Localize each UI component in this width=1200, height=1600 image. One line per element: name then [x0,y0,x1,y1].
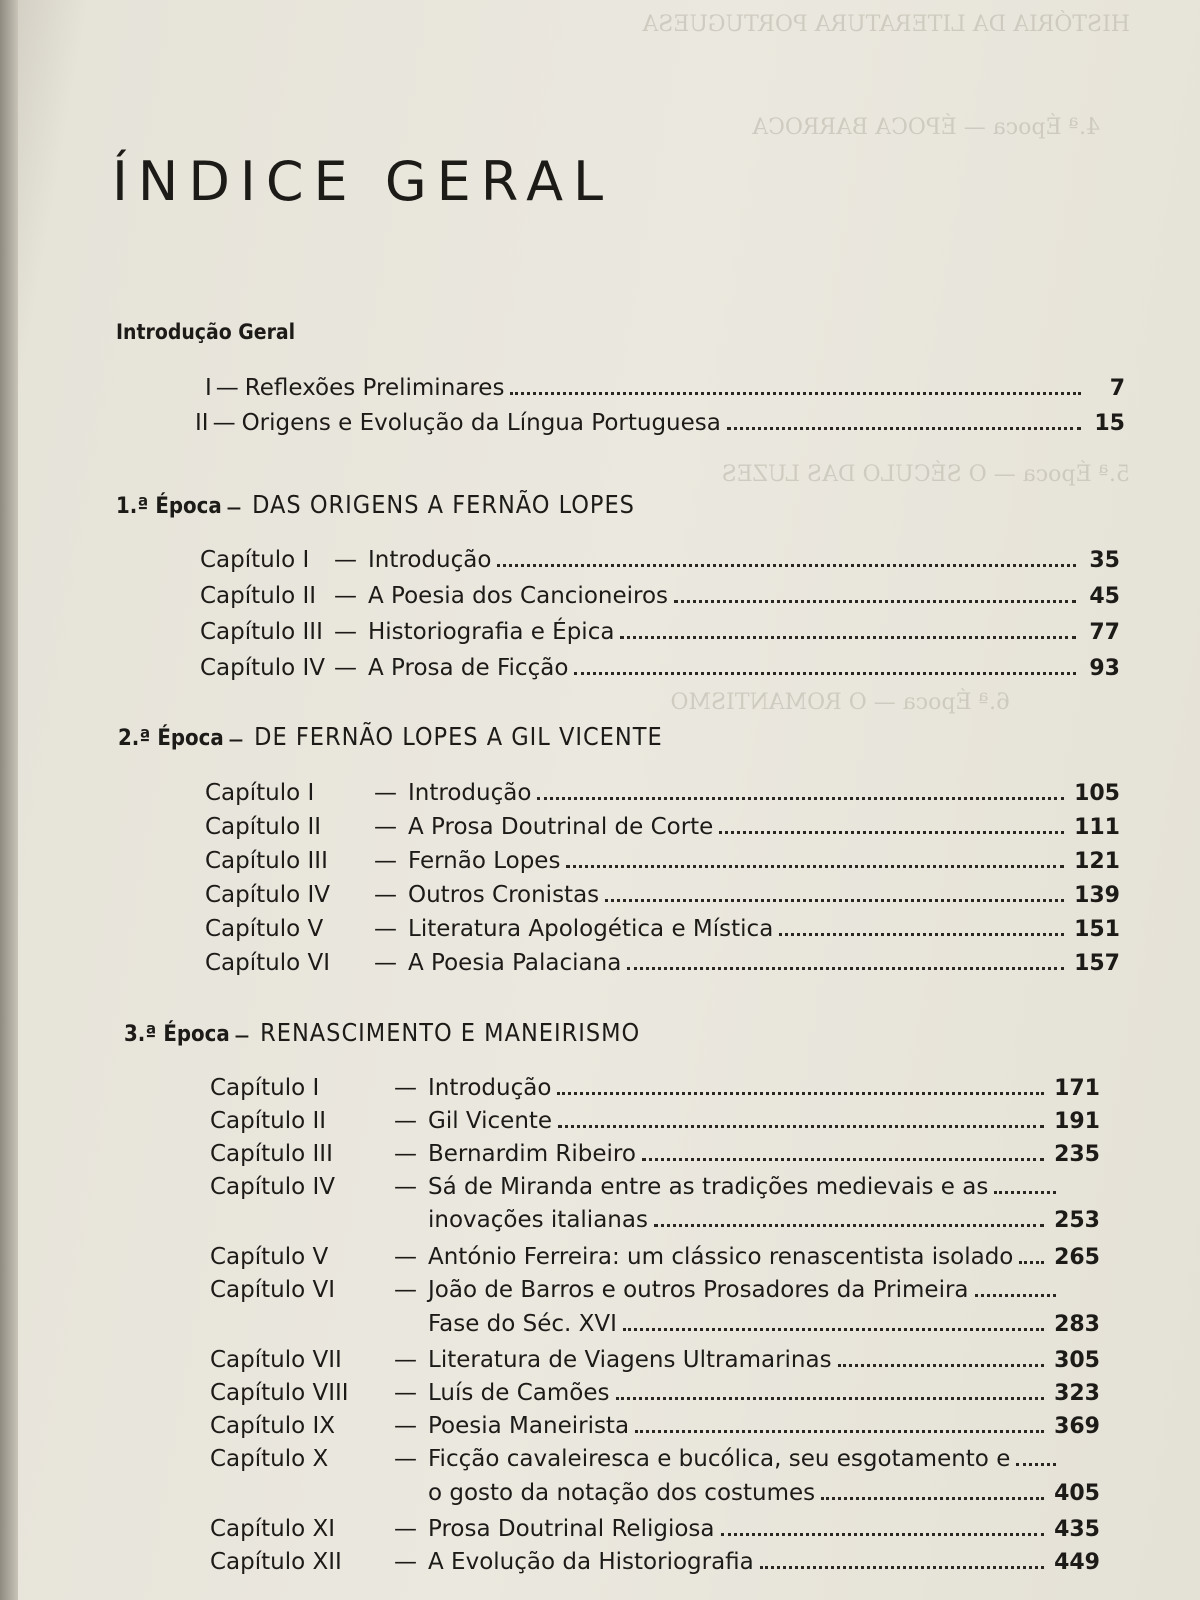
chapter-number: Capítulo XII [210,1549,342,1575]
toc-row-continuation[interactable] [210,1207,1100,1233]
toc-row[interactable]: Capítulo III — Fernão Lopes 121 [205,848,1120,874]
chapter-title: Introdução [428,1075,552,1101]
chapter-number: Capítulo V [205,916,324,942]
bleed-running-head: HISTÓRIA DA LITERATURA PORTUGUESA [642,12,1130,37]
chapter-title: Ficção cavaleiresca e bucólica, seu esgotamento e [428,1446,1011,1472]
page-number: 449 [1054,1550,1100,1575]
toc-row[interactable]: Capítulo I — Introdução 105 [205,780,1120,806]
leader-dots [994,1191,1056,1194]
chapter-title: Gil Vicente [428,1108,553,1134]
page-number: 105 [1074,781,1120,806]
toc-row[interactable]: I — Reflexões Preliminares 7 [205,375,1125,401]
page-number: 7 [1109,376,1125,401]
chapter-title: Introdução [408,780,532,806]
page-number: 111 [1074,815,1120,840]
chapter-title: António Ferreira: um clássico renascentista isolado [428,1244,1014,1270]
book-spine [0,0,18,1600]
page-number: 305 [1054,1348,1100,1373]
chapter-title: Literatura Apologética e Mística [408,916,774,942]
chapter-title: A Prosa de Ficção [368,655,569,681]
toc-row[interactable]: Capítulo XI — Prosa Doutrinal Religiosa 435 [210,1516,1100,1542]
toc-row[interactable]: Capítulo VI — João de Barros e outros Prosadores da Primeira [210,1277,1100,1303]
chapter-title: A Evolução da Historiografia [428,1549,754,1575]
leader-dots [623,1328,1044,1331]
leader-dots [620,636,1076,639]
toc-row[interactable]: Capítulo VI — A Poesia Palaciana 157 [205,950,1120,976]
chapter-title: A Poesia dos Cancioneiros [368,583,669,609]
chapter-number: Capítulo I [200,547,310,573]
leader-dots [1016,1463,1056,1466]
toc-row-continuation[interactable] [210,1480,1100,1506]
leader-dots [558,1125,1044,1128]
leader-dots [605,899,1064,902]
chapter-number: Capítulo IV [205,882,331,908]
chapter-number: Capítulo IV [200,655,326,681]
chapter-title: inovações italianas [428,1207,648,1233]
chapter-title: o gosto da notação dos costumes [428,1480,816,1506]
chapter-number: Capítulo XI [210,1516,336,1542]
leader-dots [635,1430,1044,1433]
chapter-number: Capítulo V [210,1244,329,1270]
leader-dots [727,427,1081,430]
leader-dots [616,1397,1045,1400]
introducao-geral-heading: Introdução Geral [116,320,296,344]
leader-dots [497,564,1076,567]
page-number: 157 [1074,951,1120,976]
chapter-number: Capítulo III [210,1141,333,1167]
epoca-2-heading: 2.ª Época — DE FERNÃO LOPES A GIL VICENTE [118,722,663,751]
toc-row[interactable]: Capítulo XII — A Evolução da Historiografia 449 [210,1549,1100,1575]
chapter-title: Poesia Maneirista [428,1413,630,1439]
toc-row[interactable]: Capítulo IV — Sá de Miranda entre as tradições medievais e as [210,1174,1100,1200]
leader-dots [510,392,1081,395]
page-number: 253 [1054,1208,1100,1233]
chapter-number: Capítulo I [210,1075,320,1101]
chapter-number: Capítulo I [205,780,315,806]
toc-row[interactable]: Capítulo X — Ficção cavaleiresca e bucólica, seu esgotamento e [210,1446,1100,1472]
toc-row-continuation[interactable] [210,1311,1100,1337]
toc-number: I [205,375,212,401]
chapter-title: A Poesia Palaciana [408,950,622,976]
leader-dots [642,1158,1044,1161]
leader-dots [719,831,1064,834]
page-number: 191 [1054,1109,1100,1134]
chapter-number: Capítulo II [210,1108,327,1134]
page-number: 283 [1054,1312,1100,1337]
leader-dots [760,1566,1044,1569]
chapter-number: Capítulo VII [210,1347,342,1373]
toc-row[interactable]: Capítulo III — Bernardim Ribeiro 235 [210,1141,1100,1167]
page-number: 45 [1089,584,1120,609]
chapter-title: Historiografia e Épica [368,619,615,645]
page-number: 265 [1054,1245,1100,1270]
toc-label: Origens e Evolução da Língua Portuguesa [241,410,721,436]
leader-dots [574,672,1076,675]
chapter-title: A Prosa Doutrinal de Corte [408,814,714,840]
leader-dots [975,1294,1056,1297]
page-number: 139 [1074,883,1120,908]
chapter-number: Capítulo VI [205,950,331,976]
chapter-title: Outros Cronistas [408,882,600,908]
epoca-name: DAS ORIGENS A FERNÃO LOPES [252,490,635,519]
chapter-title: Fernão Lopes [408,848,561,874]
page-number: 405 [1054,1481,1100,1506]
chapter-number: Capítulo IV [210,1174,336,1200]
epoca-name: RENASCIMENTO E MANEIRISMO [260,1018,641,1047]
toc-row[interactable]: Capítulo V — António Ferreira: um clássico renascentista isolado 265 [210,1244,1100,1270]
page-number: 235 [1054,1142,1100,1167]
page-number: 369 [1054,1414,1100,1439]
toc-row[interactable]: Capítulo I — Introdução 35 [200,547,1120,573]
page-number: 15 [1094,411,1125,436]
toc-row[interactable]: Capítulo II — Gil Vicente 191 [210,1108,1100,1134]
bleed-section-6: 6.ª Época — O ROMANTISMO [670,690,1010,715]
toc-label: Reflexões Preliminares [244,375,505,401]
chapter-title: Introdução [368,547,492,573]
chapter-number: Capítulo II [200,583,317,609]
toc-row[interactable]: Capítulo III — Historiografia e Épica 77 [200,619,1120,645]
epoca-number: 1.ª Época [116,494,222,519]
toc-number: II [195,410,209,436]
epoca-number: 2.ª Época [118,726,224,751]
leader-dots [627,967,1064,970]
leader-dots [557,1092,1044,1095]
epoca-3-heading: 3.ª Época — RENASCIMENTO E MANEIRISMO [124,1018,641,1047]
epoca-number: 3.ª Época [124,1022,230,1047]
chapter-title: Prosa Doutrinal Religiosa [428,1516,715,1542]
page-number: 171 [1054,1076,1100,1101]
bleed-section-4: 4.ª Época — ÉPOCA BARROCA [752,115,1100,140]
toc-row[interactable]: Capítulo V — Literatura Apologética e Mística 151 [205,916,1120,942]
chapter-number: Capítulo VI [210,1277,336,1303]
toc-row[interactable]: Capítulo II — A Prosa Doutrinal de Corte 111 [205,814,1120,840]
bleed-section-5: 5.ª Época — O SÉCULO DAS LUZES [721,462,1130,487]
chapter-number: Capítulo II [205,814,322,840]
chapter-title: Bernardim Ribeiro [428,1141,636,1167]
page-number: 35 [1089,548,1120,573]
page-number: 77 [1089,620,1120,645]
leader-dots [566,865,1064,868]
page-number: 121 [1074,849,1120,874]
leader-dots [821,1497,1044,1500]
chapter-number: Capítulo IX [210,1413,336,1439]
toc-row[interactable]: Capítulo VIII — Luís de Camões 323 [210,1380,1100,1406]
epoca-1-heading: 1.ª Época — DAS ORIGENS A FERNÃO LOPES [116,490,635,519]
leader-dots [838,1364,1044,1367]
page-number: 435 [1054,1517,1100,1542]
leader-dots [674,600,1076,603]
toc-row[interactable]: Capítulo VII — Literatura de Viagens Ultramarinas 305 [210,1347,1100,1373]
chapter-number: Capítulo X [210,1446,329,1472]
leader-dots [1019,1261,1044,1264]
chapter-number: Capítulo VIII [210,1380,349,1406]
toc-row[interactable]: Capítulo IV — A Prosa de Ficção 93 [200,655,1120,681]
toc-row[interactable]: Capítulo IX — Poesia Maneirista 369 [210,1413,1100,1439]
page-number: 151 [1074,917,1120,942]
chapter-title: Sá de Miranda entre as tradições medievais e as [428,1174,989,1200]
leader-dots [779,933,1064,936]
chapter-title: Literatura de Viagens Ultramarinas [428,1347,832,1373]
toc-row[interactable]: Capítulo II — A Poesia dos Cancioneiros 45 [200,583,1120,609]
toc-row[interactable]: Capítulo I — Introdução 171 [210,1075,1100,1101]
page-number: 323 [1054,1381,1100,1406]
chapter-number: Capítulo III [205,848,328,874]
leader-dots [654,1224,1044,1227]
leader-dots [721,1533,1045,1536]
toc-row[interactable]: Capítulo IV — Outros Cronistas 139 [205,882,1120,908]
chapter-title: Luís de Camões [428,1380,610,1406]
page-number: 93 [1089,656,1120,681]
epoca-name: DE FERNÃO LOPES A GIL VICENTE [254,722,663,751]
chapter-number: Capítulo III [200,619,323,645]
page-title: ÍNDICE GERAL [112,150,614,213]
toc-row[interactable]: II — Origens e Evolução da Língua Portuguesa 15 [195,410,1125,436]
leader-dots [537,797,1064,800]
chapter-title: Fase do Séc. XVI [428,1311,617,1337]
chapter-title: João de Barros e outros Prosadores da Primeira [428,1277,969,1303]
